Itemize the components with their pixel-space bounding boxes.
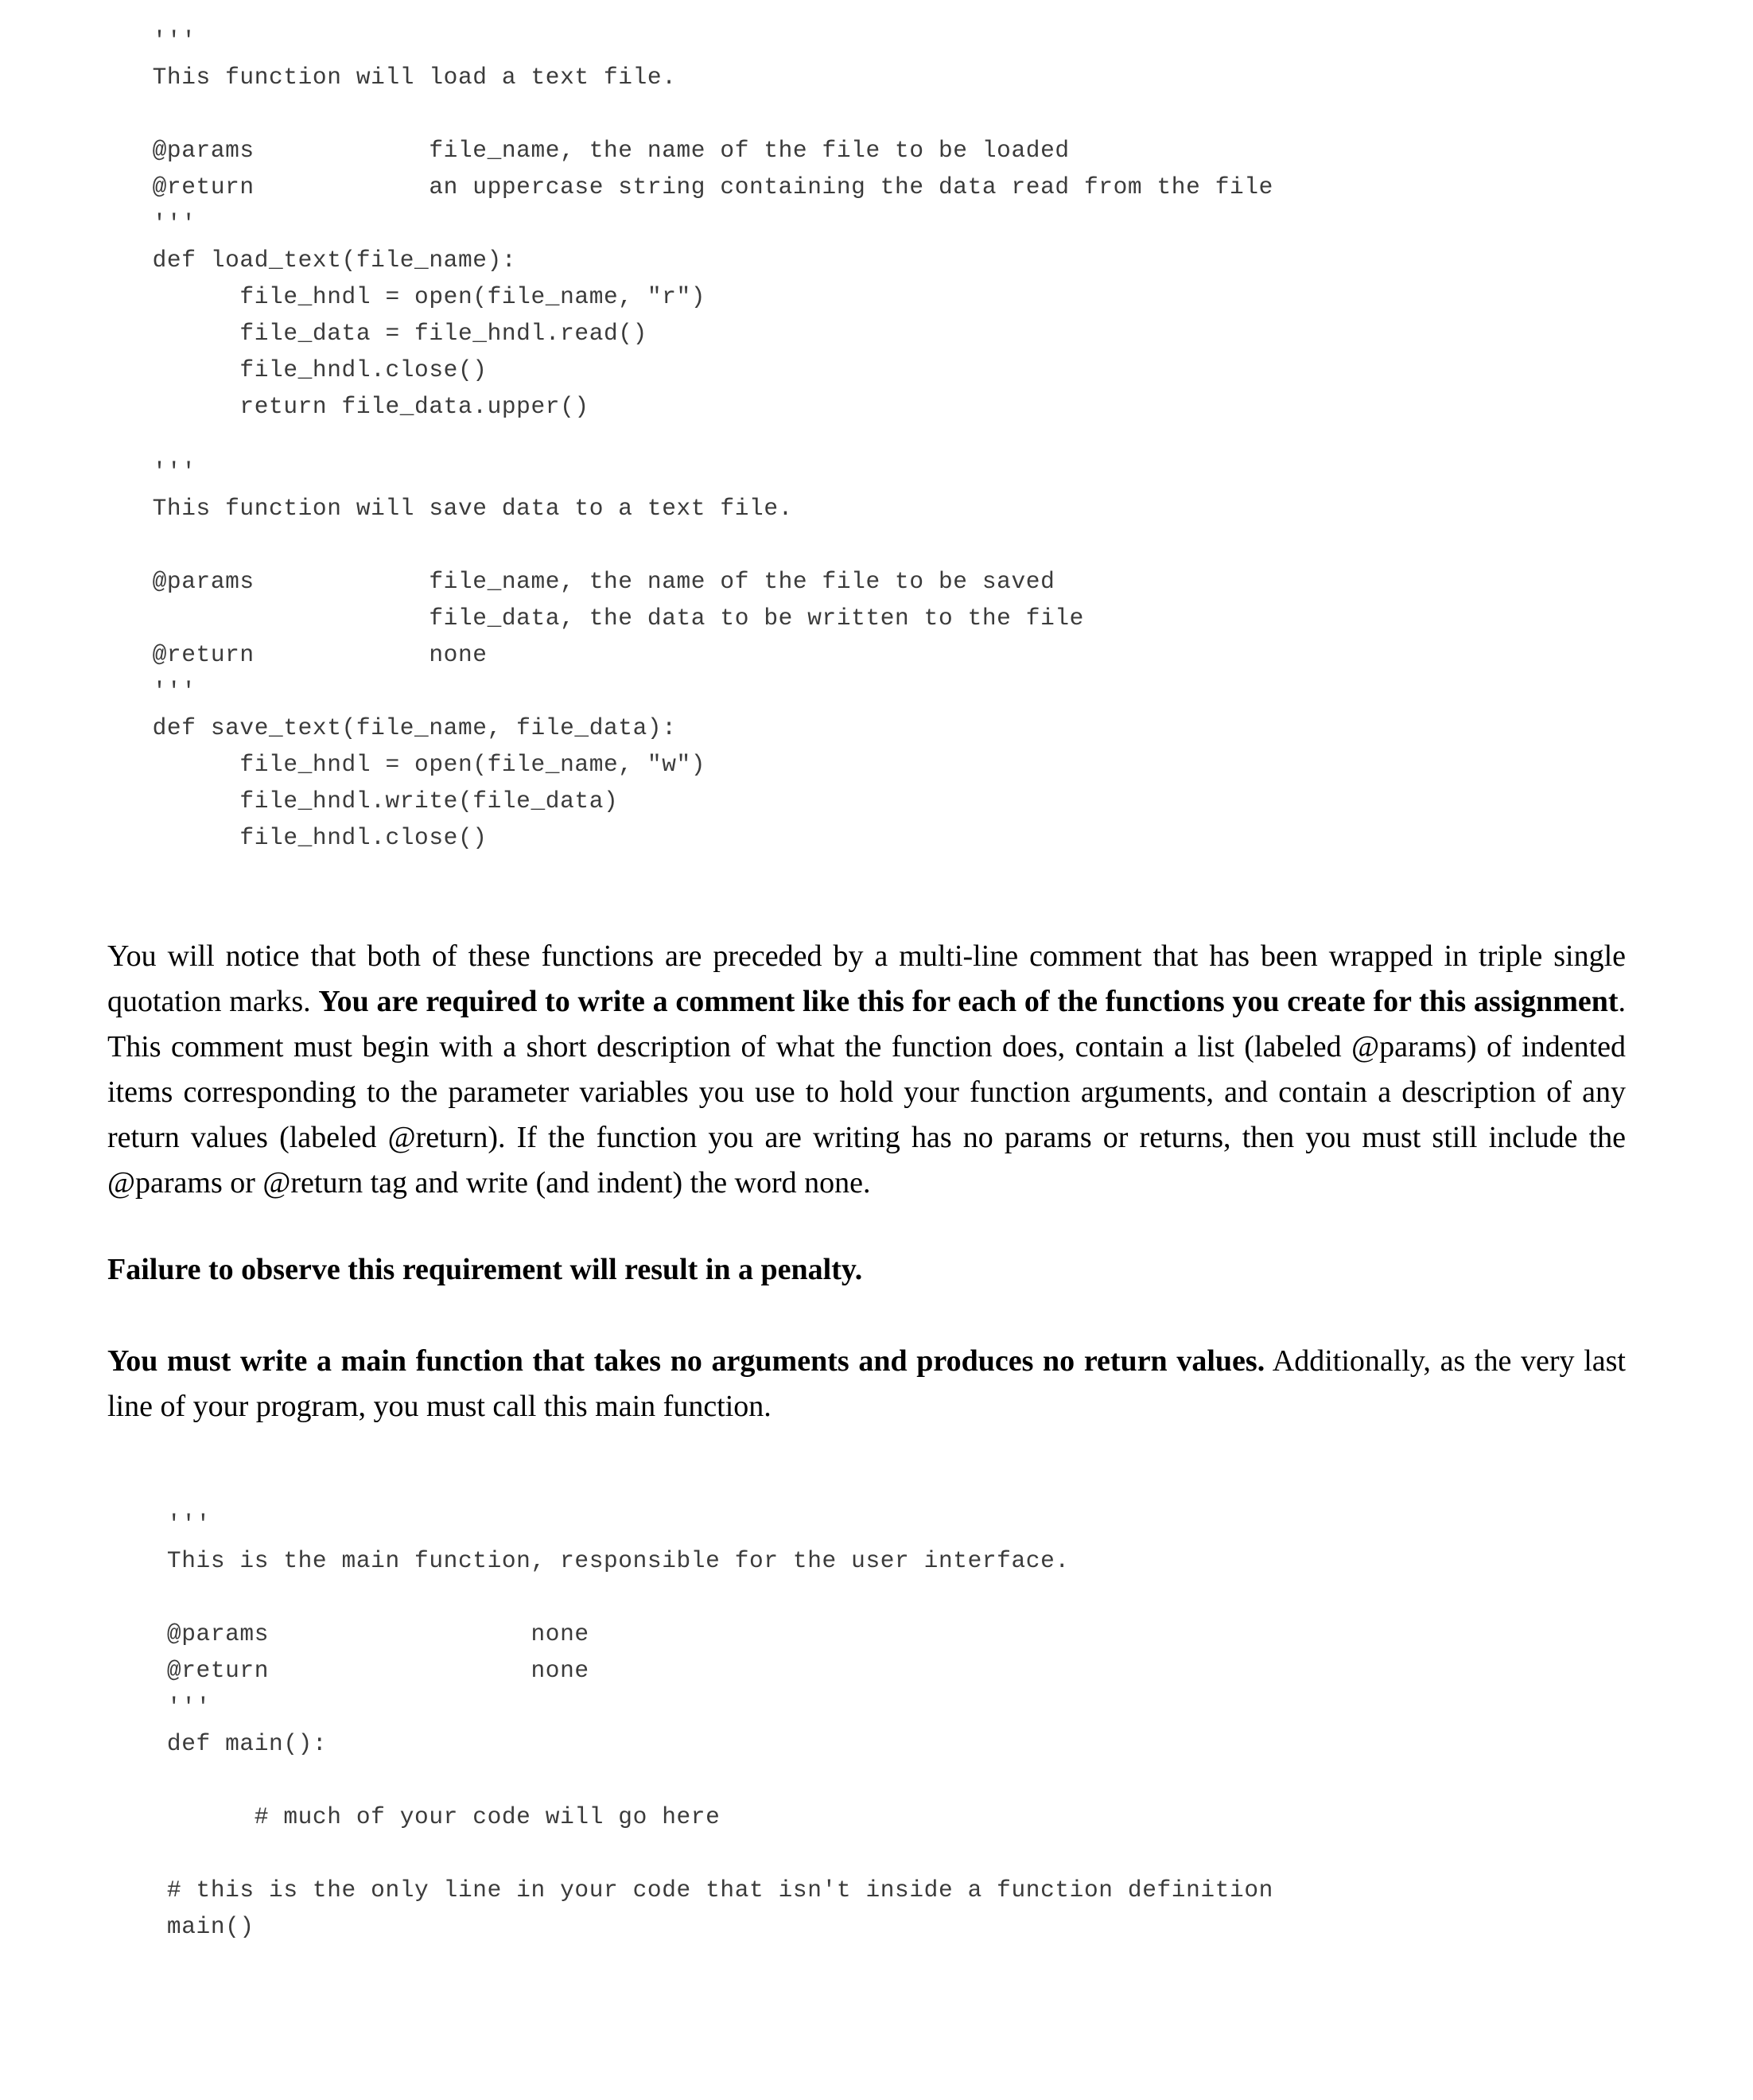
paragraph-text: You will notice that both of these functions are preceded by a multi-line comment that has been wrapped in triple single quotation marks. <box>107 939 1626 1018</box>
code-line <box>123 527 1626 563</box>
paragraph-bold-text: You must write a main function that takes no arguments and produces no return values. <box>107 1344 1265 1378</box>
code-line: file_data, the data to be written to the file <box>123 605 1084 632</box>
spacer <box>107 425 1626 453</box>
code-line: file_data = file_hndl.read() <box>123 320 647 347</box>
code-line: @return none <box>123 1657 589 1684</box>
code-line: file_hndl.close() <box>123 356 488 383</box>
code-line: ''' <box>123 210 196 237</box>
code-line: file_hndl = open(file_name, "r") <box>123 283 706 310</box>
code-line: ''' <box>123 458 196 485</box>
paragraph-comment-requirement <box>107 934 1626 1206</box>
paragraph-bold-text: You are required to write a comment like this for each of the functions you create for this assignment <box>318 985 1619 1018</box>
spacer <box>107 1206 1626 1247</box>
code-line: def main(): <box>123 1730 328 1757</box>
code-block-save-text <box>107 453 1626 856</box>
code-line <box>123 1579 1626 1616</box>
code-line: def save_text(file_name, file_data): <box>123 714 677 741</box>
code-line: @params none <box>123 1620 589 1647</box>
code-line: @params file_name, the name of the file to be loaded <box>123 137 1070 164</box>
code-block-load-text <box>107 22 1626 425</box>
code-line: def load_text(file_name): <box>123 247 517 274</box>
code-line: @return none <box>123 641 488 668</box>
spacer <box>107 1293 1626 1339</box>
code-line: file_hndl.write(file_data) <box>123 788 619 815</box>
code-line: ''' <box>123 27 196 54</box>
code-line: main() <box>123 1913 255 1940</box>
code-line: file_hndl.close() <box>123 824 488 851</box>
code-line <box>123 1762 1626 1799</box>
code-line: return file_data.upper() <box>123 393 589 420</box>
code-line: @params file_name, the name of the file to be saved <box>123 568 1055 595</box>
code-line: This is the main function, responsible for the user interface. <box>123 1547 1070 1574</box>
paragraph-main-function <box>107 1339 1626 1429</box>
code-line: ''' <box>123 678 196 705</box>
code-line: # much of your code will go here <box>123 1803 721 1830</box>
code-line: @return an uppercase string containing the data read from the file <box>123 173 1273 200</box>
code-block-main <box>107 1506 1626 1945</box>
code-line: This function will save data to a text file. <box>123 495 793 522</box>
code-line: # this is the only line in your code that isn't inside a function definition <box>123 1876 1273 1904</box>
code-line: This function will load a text file. <box>123 64 677 91</box>
spacer <box>107 1429 1626 1506</box>
code-line: file_hndl = open(file_name, "w") <box>123 751 706 778</box>
code-line: ''' <box>123 1511 211 1538</box>
code-line: ''' <box>123 1694 211 1721</box>
paragraph-penalty-warning: Failure to observe this requirement will result in a penalty. <box>107 1253 863 1286</box>
paragraph-text: Additionally, as the very last line of your program, you must call this main function. <box>107 1344 1626 1423</box>
paragraph-text: . This comment must begin with a short description of what the function does, contain a list (labeled @params) of indented items corresponding to the parameter variables you use to hold your function arguments, and contain a description of any return values (labeled @return). If the function you are writing has no params or returns, then you must still include the @params or @return tag and write (and indent) the word none. <box>107 985 1626 1200</box>
code-line <box>123 1835 1626 1872</box>
code-line <box>123 95 1626 132</box>
